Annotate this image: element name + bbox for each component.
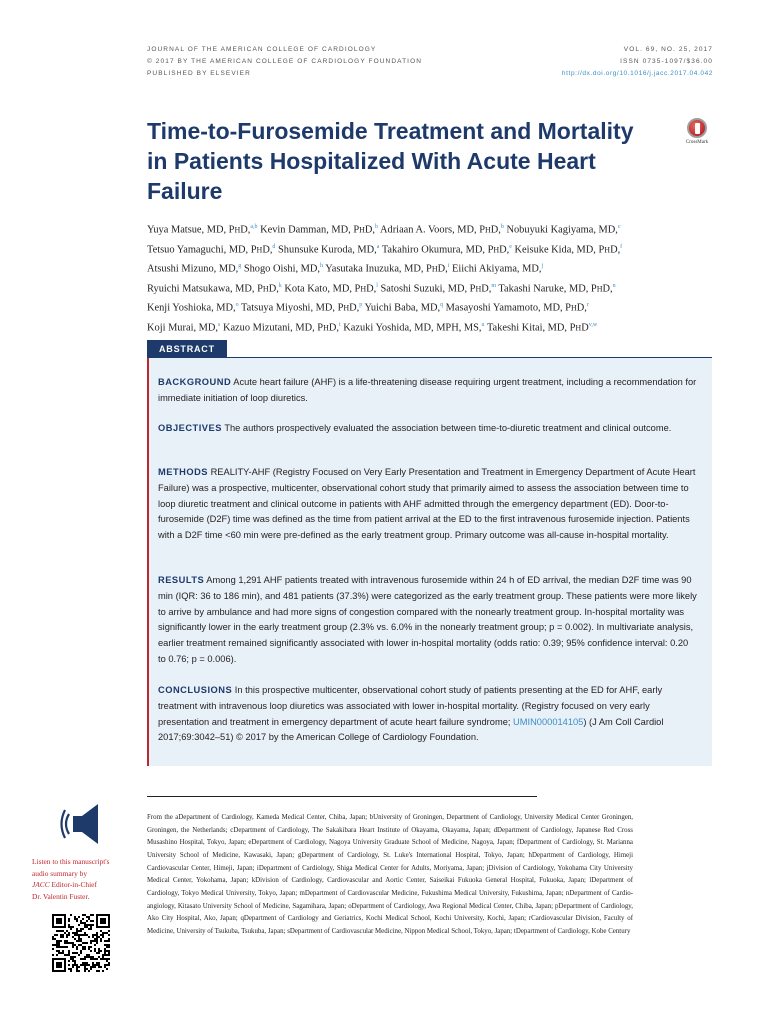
author-line: Yuya Matsue, MD, PHD,$^{a,b}$ Kevin Damman, MD, PHD,$^b$ Adriaan A. Voors, MD, PHD,$^b$ Nobuyuki Kagiyama, MD,$^c$ <box>147 224 621 236</box>
abstract-methods <box>158 465 698 544</box>
journal-header-left <box>147 44 422 80</box>
article-title: Time-to-Furosemide Treatment and Mortality in Patients Hospitalized With Acute Heart Failure <box>147 118 634 204</box>
trial-registry-link[interactable]: UMIN000014105 <box>513 716 584 727</box>
section-text: REALITY-AHF (Registry Focused on Very Early Presentation and Treatment in Emergency Department of Acute Heart Failure) was a prospective, multicenter, observational cohort study that primarily aimed to assess the association between time to loop diuretic treatment and clinical outcome in patients with AHF admitted through the emergency department (ED). Door-to-furosemide (D2F) time was defined as the time from patient arrival at the ED to the first intravenous furosemide injection. Patients with a D2F time <60 min were pre-defined as the early treatment group. Primary outcome was all-cause in-hospital mortality. <box>158 467 696 541</box>
footnote-rule <box>147 796 537 797</box>
author-list <box>147 219 707 336</box>
affiliations-footnote: From the aDepartment of Cardiology, Kameda Medical Center, Chiba, Japan; bUniversity of Groningen, Department of Cardiology, University Medical Center Groningen, Groningen, the Netherlands; cDepartment of Cardiology, The Sakakibara Heart Institute of Okayama, Okayama, Japan; dDepartment of Cardiology, Japanese Red Cross Musashino Hospital, Tokyo, Japan; eDepartment of Cardiology, Nagoya University Graduate School of Medicine, Nagoya, Japan; fDepartment of Cardiology, St. Marianna University School of Medicine, Kawasaki, Japan; gDepartment of Cardiology, St. Luke's International Hospital, Tokyo, Japan; hDepartment of Cardiology, Himeji Cardiovascular Center, Himeji, Japan; iDepartment of Cardiology, Shiga Medical Center for Adults, Moriyama, Japan; jDivision of Cardiology, Yokohama City University Medical Center, Yokohama, Japan; kDivision of Cardiology, Cardiovascular and Aortic Center, Saiseikai Fukuoka General Hospital, Fukuoka, Japan; lDepartment of Cardiology, Tokyo Medical University, Tokyo, Japan; mDepartment of Cardiovascular Medicine, Fukushima Medical University, Fukushima, Japan; nDepartment of Cardio-angiology, Kitasato University School of Medicine, Sagamihara, Japan; oDepartment of Cardiology, Awa Regional Medical Center, Chiba, Japan; pDepartment of Cardiology, Ako City Hospital, Ako, Japan; qDepartment of Cardiology and Geriatrics, Kochi Medical School, Kochi University, Kochi, Japan; rCardiovascular Division, Faculty of Medicine, University of Tsukuba, Tsukuba, Japan; sDepartment of Cardiovascular Medicine, Nippon Medical School, Tokyo, Japan; tDepartment of Cardiology, Kobe Century <box>147 814 633 935</box>
doi-link[interactable]: http://dx.doi.org/10.1016/j.jacc.2017.04.042 <box>561 70 713 77</box>
abstract-red-accent <box>147 358 149 766</box>
citation-text: ) (J Am Coll Cardiol 2017;69:3042–51) © 2017 by the American College of Cardiology Foundation. <box>158 716 664 743</box>
section-head: OBJECTIVES <box>158 423 222 433</box>
audio-speaker-icon[interactable] <box>60 802 106 846</box>
abstract-conclusions <box>158 683 698 746</box>
crossmark-label: CrossMark <box>685 140 709 145</box>
audio-note-line: audio summary by <box>32 868 88 878</box>
section-text: The authors prospectively evaluated the association between time-to-diuretic treatment and clinical outcome. <box>224 423 672 433</box>
abstract-background <box>158 375 698 407</box>
issn-line: ISSN 0735-1097/$36.00 <box>620 58 713 65</box>
audio-note-line: Dr. Valentin Fuster. <box>32 891 90 901</box>
journal-abbrev: JACC <box>32 880 50 889</box>
abstract-objectives <box>158 421 698 437</box>
section-text: Acute heart failure (AHF) is a life-threatening disease requiring urgent treatment, including a recommendation for immediate initiation of loop diuretics. <box>158 377 697 403</box>
abstract-results <box>158 573 698 668</box>
section-head: METHODS <box>158 467 208 477</box>
audio-note-line-rest: Editor-in-Chief <box>49 880 97 889</box>
audio-note-line: Listen to this manuscript's <box>32 857 110 866</box>
crossmark-icon <box>687 118 707 138</box>
section-head: CONCLUSIONS <box>158 685 233 695</box>
author-line: Atsushi Mizuno, MD,$^g$ Shogo Oishi, MD,$^h$ Yasutaka Inuzuka, MD, PHD,$^i$ Eiichi Akiyama, MD,$^j$ <box>147 263 544 275</box>
qr-code-icon[interactable] <box>52 914 110 972</box>
section-text: In this prospective multicenter, observational cohort study of patients presenting at the ED for AHF, early treatment with intravenous loop diuretics was associated with lower in-hospital mortality. (Registry focused on very early presentation and treatment in emergency department of acute heart failure syndrome; <box>158 685 663 727</box>
audio-summary-note[interactable] <box>32 856 142 902</box>
section-head: BACKGROUND <box>158 377 232 387</box>
abstract-tab: ABSTRACT <box>147 340 227 357</box>
crossmark-badge[interactable] <box>683 118 711 152</box>
author-line: Tetsuo Yamaguchi, MD, PHD,$^d$ Shunsuke Kuroda, MD,$^a$ Takahiro Okumura, MD, PHD,$^e$ Keisuke Kida, MD, PHD,$^f$ <box>147 243 623 256</box>
copyright-line: © 2017 BY THE AMERICAN COLLEGE OF CARDIOLOGY FOUNDATION <box>147 58 423 65</box>
journal-name: JOURNAL OF THE AMERICAN COLLEGE OF CARDIOLOGY <box>147 46 377 53</box>
publisher-line: PUBLISHED BY ELSEVIER <box>147 70 251 77</box>
section-head: RESULTS <box>158 575 205 585</box>
section-text: Among 1,291 AHF patients treated with intravenous furosemide within 24 h of ED arrival, the median D2F time was 90 min (IQR: 36 to 186 min), and 481 patients (37.3%) were categorized as the early treatment group. These patients were more likely to arrive by ambulance and had more signs of congestion compared with the nonearly treatment group. In-hospital mortality was significantly lower in the early treatment group (2.3% vs. 6.0% in the nonearly treatment group; p = 0.002). In multivariate analysis, earlier treatment remained significantly associated with lower in-hospital mortality (odds ratio: 0.39; 95% confidence interval: 0.20 to 0.76; p = 0.006). <box>158 575 697 664</box>
journal-header-right <box>562 44 713 80</box>
audio-note-line <box>32 879 142 891</box>
author-line: Koji Murai, MD,$^s$ Kazuo Mizutani, MD, PHD,$^t$ Kazuki Yoshida, MD, MPH, MS,$^u$ Takeshi Kitai, MD, PHD$^{v,w}$ <box>147 321 598 334</box>
author-line: Kenji Yoshioka, MD,$^o$ Tatsuya Miyoshi, MD, PHD,$^p$ Yuichi Baba, MD,$^q$ Masayoshi Yamamoto, MD, PHD,$^r$ <box>147 302 589 314</box>
author-line: Ryuichi Matsukawa, MD, PHD,$^k$ Kota Kato, MD, PHD,$^l$ Satoshi Suzuki, MD, PHD,$^m$ Takashi Naruke, MD, PHD,$^n$ <box>147 282 616 295</box>
volume-line: VOL. 69, NO. 25, 2017 <box>623 46 713 53</box>
